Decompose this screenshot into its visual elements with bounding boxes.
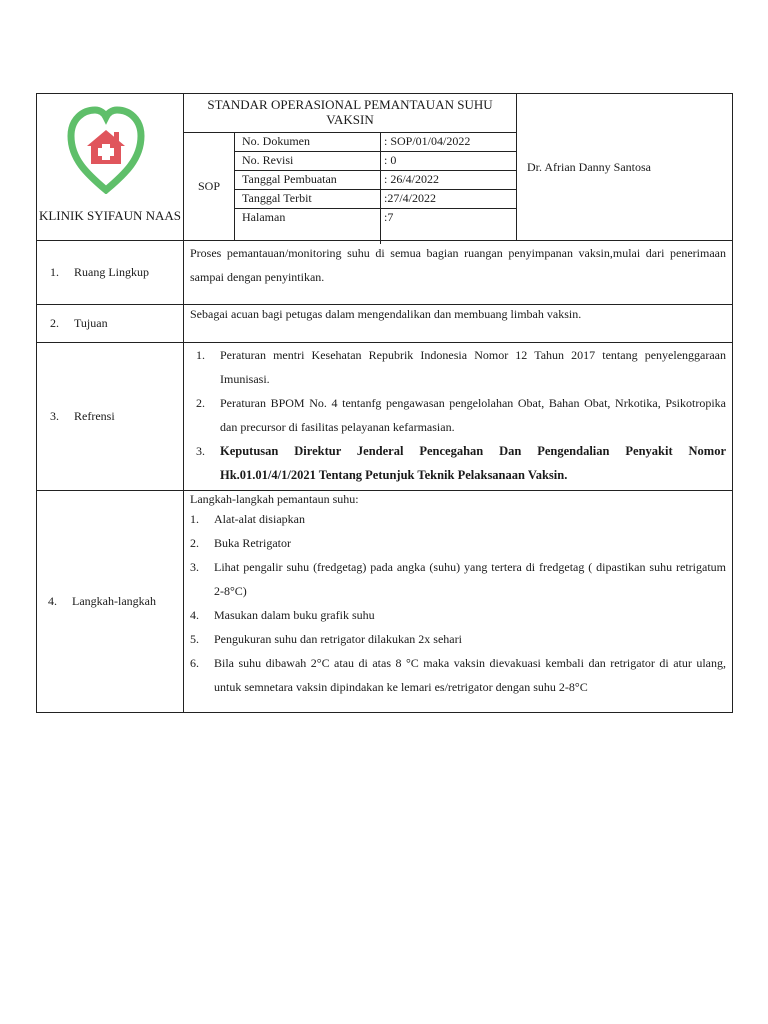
item-text: Pengukuran suhu dan retrigator dilakukan 2x sehari bbox=[214, 632, 462, 646]
document-title: STANDAR OPERASIONAL PEMANTAUAN SUHU VAKSIN bbox=[184, 94, 516, 133]
item-number: 2. bbox=[190, 536, 199, 550]
header-row bbox=[37, 94, 733, 241]
clinic-name: KLINIK SYIFAUN NAAS bbox=[38, 208, 182, 223]
meta-row bbox=[235, 209, 516, 244]
item-text: Bila suhu dibawah 2°C atau di atas 8 °C maka vaksin dievakuasi kembali dan retrigator di atur ulang, untuk semnetara vaksin dipindakan ke lemari es/retrigator dengan suhu 2-8°C bbox=[214, 656, 726, 694]
sop-label: SOP bbox=[184, 133, 235, 240]
list-item bbox=[196, 343, 726, 391]
section-label-cell bbox=[37, 491, 184, 713]
section-label: Langkah-langkah bbox=[72, 594, 156, 608]
item-text: Masukan dalam buku grafik suhu bbox=[214, 608, 375, 622]
section-row bbox=[37, 241, 733, 305]
list-item bbox=[190, 555, 726, 603]
section-text: Proses pemantauan/monitoring suhu di semua bagian ruangan penyimpanan vaksin,mulai dari penerimaan sampai dengan penyintikan. bbox=[190, 246, 726, 284]
list-item bbox=[190, 603, 726, 627]
title-cell bbox=[184, 94, 517, 241]
meta-row bbox=[235, 190, 516, 209]
item-number: 3. bbox=[190, 560, 199, 574]
list-item bbox=[196, 391, 726, 439]
section-row bbox=[37, 305, 733, 343]
signatory-name: Dr. Afrian Danny Santosa bbox=[527, 159, 651, 174]
meta-grid bbox=[235, 133, 516, 240]
list-item bbox=[190, 531, 726, 555]
item-number: 2. bbox=[196, 396, 205, 410]
reference-list bbox=[196, 343, 726, 487]
meta-key: No. Dokumen bbox=[235, 133, 381, 151]
meta-key: Tanggal Pembuatan bbox=[235, 171, 381, 189]
signatory-cell bbox=[517, 94, 733, 241]
steps-list bbox=[190, 507, 726, 699]
item-number: 6. bbox=[190, 656, 199, 670]
item-number: 5. bbox=[190, 632, 199, 646]
section-row bbox=[37, 343, 733, 491]
section-number: 1. bbox=[50, 265, 59, 279]
item-text: Lihat pengalir suhu (fredgetag) pada angka (suhu) yang tertera di fredgetag ( dipastikan suhu retrigatum 2-8°C) bbox=[214, 560, 726, 598]
list-item bbox=[196, 439, 726, 487]
item-text: Alat-alat disiapkan bbox=[214, 512, 305, 526]
sop-table bbox=[36, 93, 733, 713]
section-label: Tujuan bbox=[74, 316, 108, 330]
section-label-cell bbox=[37, 343, 184, 491]
meta-value: : 0 bbox=[384, 153, 397, 167]
section-label-cell bbox=[37, 305, 184, 343]
item-text: Buka Retrigator bbox=[214, 536, 291, 550]
section-label: Refrensi bbox=[74, 409, 115, 423]
section-content bbox=[184, 343, 733, 491]
meta-row bbox=[235, 133, 516, 152]
section-row bbox=[37, 491, 733, 713]
section-label: Ruang Lingkup bbox=[74, 265, 149, 279]
item-text: Keputusan Direktur Jenderal Pencegahan Dan Pengendalian Penyakit Nomor Hk.01.01/4/1/2021 Tentang Petunjuk Teknik Pelaksanaan Vaksin. bbox=[220, 444, 726, 482]
meta-key: Tanggal Terbit bbox=[235, 190, 381, 208]
section-number: 3. bbox=[50, 409, 59, 423]
steps-intro: Langkah-langkah pemantaun suhu: bbox=[190, 492, 359, 506]
logo-cell bbox=[37, 94, 184, 241]
item-number: 1. bbox=[190, 512, 199, 526]
section-number: 2. bbox=[50, 316, 59, 330]
item-text: Peraturan BPOM No. 4 tentanfg pengawasan pengelolahan Obat, Bahan Obat, Nrkotika, Psikotropika dan precursor di fasilitas pelayanan kefarmasian. bbox=[220, 396, 726, 434]
section-content bbox=[184, 241, 733, 305]
section-content bbox=[184, 305, 733, 343]
item-text: Peraturan mentri Kesehatan Repubrik Indonesia Nomor 12 Tahun 2017 tentang penyelenggaraan Imunisasi. bbox=[220, 348, 726, 386]
meta-row bbox=[235, 171, 516, 190]
section-label-cell bbox=[37, 241, 184, 305]
list-item bbox=[190, 651, 726, 699]
meta-value: :27/4/2022 bbox=[384, 191, 437, 205]
meta-value: :7 bbox=[384, 210, 394, 224]
heart-house-icon bbox=[67, 104, 145, 194]
section-text: Sebagai acuan bagi petugas dalam mengendalikan dan membuang limbah vaksin. bbox=[190, 307, 582, 321]
meta-value: : SOP/01/04/2022 bbox=[384, 134, 471, 148]
section-content bbox=[184, 491, 733, 713]
meta-key: Halaman bbox=[235, 209, 381, 244]
section-number: 4. bbox=[48, 594, 57, 608]
meta-key: No. Revisi bbox=[235, 152, 381, 170]
meta-value: : 26/4/2022 bbox=[384, 172, 440, 186]
item-number: 4. bbox=[190, 608, 199, 622]
item-number: 3. bbox=[196, 444, 205, 458]
list-item bbox=[190, 507, 726, 531]
meta-row bbox=[235, 152, 516, 171]
item-number: 1. bbox=[196, 348, 205, 362]
list-item bbox=[190, 627, 726, 651]
clinic-logo bbox=[67, 104, 145, 194]
